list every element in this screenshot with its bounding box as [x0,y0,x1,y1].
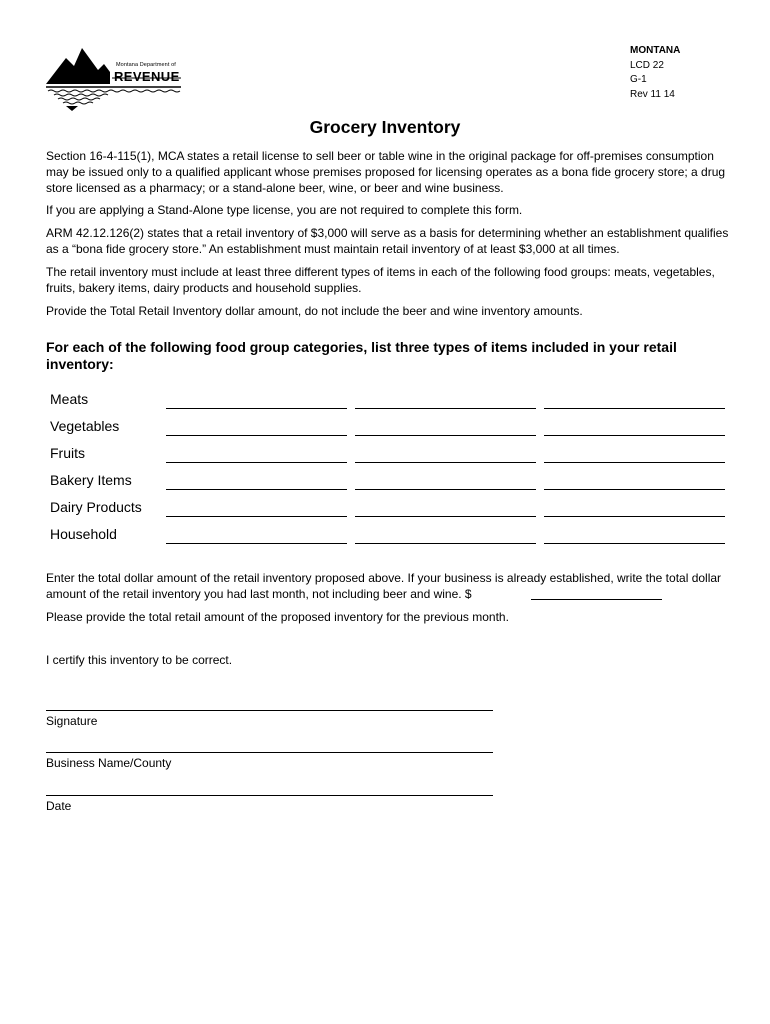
food-groups-paragraph: The retail inventory must include at least three different types of items in each of the following food groups: meats, vegetables, fruits, bakery items, dairy products and household supplies. [46,265,715,295]
page-title: Grocery Inventory [309,117,461,137]
section-heading: For each of the following food group categories, list three types of items included in your retail inventory: [46,339,677,372]
dairy-item-3-field[interactable] [544,516,725,517]
household-item-1-field[interactable] [166,543,347,544]
form-state: MONTANA [630,45,681,56]
meats-item-3-field[interactable] [544,408,725,409]
dairy-item-2-field[interactable] [355,516,536,517]
intro-paragraph: Section 16-4-115(1), MCA states a retail license to sell beer or table wine in the original package for off-premises consumption may be issued only to a qualified applicant whose premises proposed for licensing operates as a bona fide grocery store; a drug store licensed as a pharmacy; or a stand-alone beer, wine, or beer and wine business. [46,149,726,195]
signature-field[interactable] [46,710,493,711]
category-label-household: Household [50,526,117,542]
meats-item-1-field[interactable] [166,408,347,409]
business-name-county-field[interactable] [46,752,493,753]
form-code: LCD 22 [630,59,664,71]
vegetables-item-2-field[interactable] [355,435,536,436]
form-group: G-1 [630,74,647,85]
category-label-bakery-items: Bakery Items [50,472,132,488]
meats-item-2-field[interactable] [355,408,536,409]
vegetables-item-3-field[interactable] [544,435,725,436]
agency-wordmark: REVENUE [114,69,180,84]
bakery-item-2-field[interactable] [355,489,536,490]
category-label-dairy-products: Dairy Products [50,499,142,515]
category-label-meats: Meats [50,391,89,407]
form-meta [630,44,680,102]
total-inventory-note: Provide the Total Retail Inventory dollar amount, do not include the beer and wine inventory amounts. [46,304,583,318]
dairy-item-1-field[interactable] [166,516,347,517]
household-item-2-field[interactable] [355,543,536,544]
household-item-3-field[interactable] [544,543,725,544]
form-revision: Rev 11 14 [630,88,675,100]
signature-label: Signature [46,714,98,728]
date-label: Date [46,799,72,813]
total-amount-field[interactable] [531,599,662,600]
business-name-county-label: Business Name/County [46,756,172,770]
arm-paragraph: ARM 42.12.126(2) states that a retail inventory of $3,000 will serve as a basis for determining whether an establishment qualifies as a “bona fide grocery store.” An establishment must maintain retail inventory of at least $3,000 at all times. [46,226,729,256]
total-amount-prompt: Enter the total dollar amount of the retail inventory proposed above. If your business is already established, write the total dollar amount of the retail inventory you had last month, not including beer and wine. $ [46,571,722,601]
category-label-fruits: Fruits [50,445,85,461]
fruits-item-2-field[interactable] [355,462,536,463]
date-field[interactable] [46,795,493,796]
stand-alone-note: If you are applying a Stand-Alone type license, you are not required to complete this form. [46,203,523,217]
agency-caption: Montana Department of [116,62,176,68]
certification-statement: I certify this inventory to be correct. [46,653,233,667]
bakery-item-3-field[interactable] [544,489,725,490]
fruits-item-1-field[interactable] [166,462,347,463]
category-label-vegetables: Vegetables [50,418,120,434]
fruits-item-3-field[interactable] [544,462,725,463]
bakery-item-1-field[interactable] [166,489,347,490]
previous-month-prompt: Please provide the total retail amount of the proposed inventory for the previous month. [46,610,509,624]
vegetables-item-1-field[interactable] [166,435,347,436]
